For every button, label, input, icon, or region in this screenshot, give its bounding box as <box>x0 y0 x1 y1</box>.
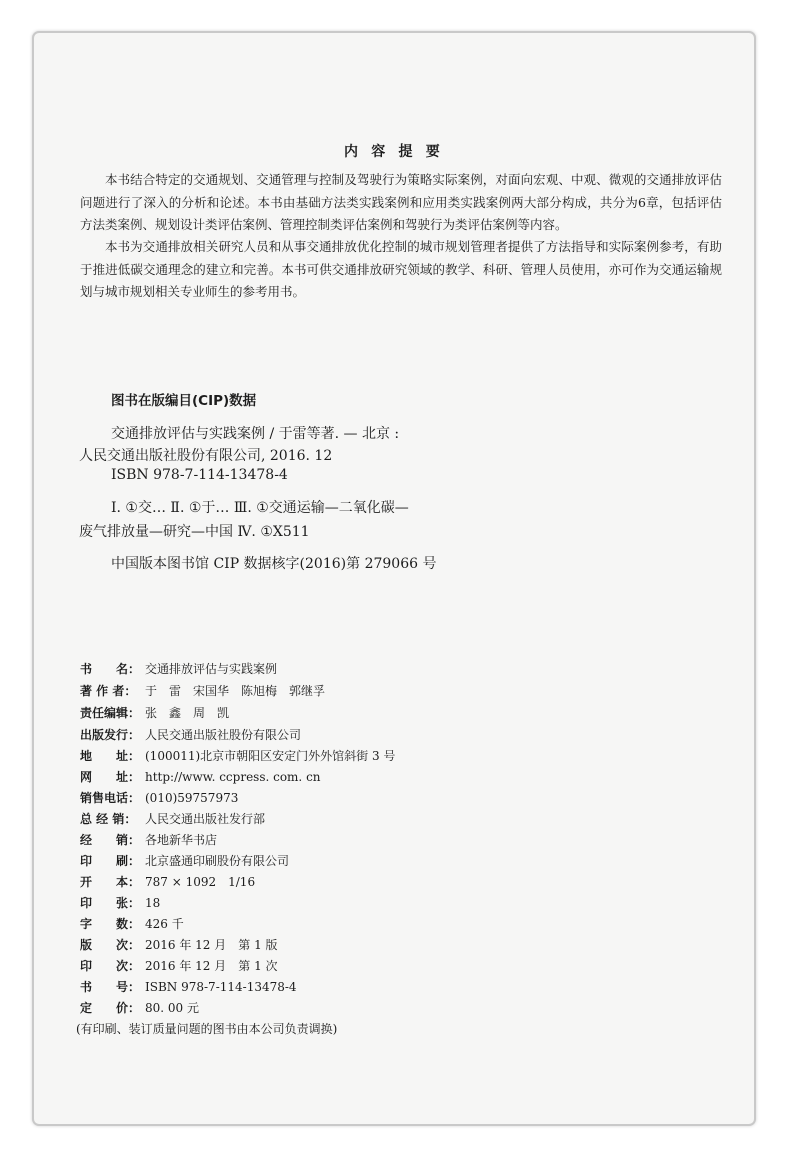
cip-record-number: 中国版本图书馆 CIP 数据核字(2016)第 279066 号 <box>111 556 437 572</box>
pub-value: (010)59757973 <box>145 791 239 805</box>
summary-paragraph-1: 本书结合特定的交通规划、交通管理与控制及驾驶行为策略实际案例，对面向宏观、中观、微观的交通排放评估问题进行了深入的分析和论述。本书由基础方法类实践案例和应用类实践案例两大部分构成，共分为6章，包括评估方法类案例、规划设计类评估案例、管理控制类评估案例和驾驶行为类评估案例等内容。 <box>80 172 722 232</box>
pub-label: 印 刷： <box>80 854 141 868</box>
pub-row-editor <box>80 704 229 721</box>
pub-value: (100011)北京市朝阳区安定门外外馆斜街 3 号 <box>145 749 396 763</box>
pub-value: 张 鑫 周 凯 <box>145 706 230 720</box>
pub-label: 销售电话： <box>80 791 141 805</box>
pub-row-isbn <box>80 978 297 995</box>
pub-label: 总 经 销： <box>80 812 137 826</box>
pub-value: 于 雷 宋国华 陈旭梅 郭继孚 <box>145 684 326 698</box>
pub-value: 18 <box>145 896 161 910</box>
pub-row-publisher <box>80 726 301 743</box>
pub-row-distributor <box>80 810 265 827</box>
pub-row-impression <box>80 957 278 974</box>
pub-row-edition <box>80 936 278 953</box>
pub-value: 各地新华书店 <box>145 833 218 847</box>
pub-value: 426 千 <box>145 917 184 931</box>
pub-label: 印 次： <box>80 959 141 973</box>
pub-row-address <box>80 747 395 764</box>
pub-row-price <box>80 999 199 1016</box>
pub-label: 书 号： <box>80 980 141 994</box>
pub-label: 字 数： <box>80 917 141 931</box>
pub-label: 印 张： <box>80 896 141 910</box>
pub-label: 开 本： <box>80 875 141 889</box>
pub-value: 2016 年 12 月 第 1 版 <box>145 938 278 952</box>
pub-row-phone <box>80 789 238 806</box>
pub-row-printer <box>80 852 289 869</box>
pub-label: 著 作 者： <box>80 684 137 698</box>
pub-label: 版 次： <box>80 938 141 952</box>
quality-note: (有印刷、装订质量问题的图书由本公司负责调换) <box>76 1022 338 1036</box>
pub-value: 人民交通出版社发行部 <box>145 812 266 826</box>
summary-heading: 内 容 提 要 <box>343 144 445 160</box>
pub-row-format <box>80 873 255 890</box>
pub-value: ISBN 978-7-114-13478-4 <box>145 980 297 994</box>
pub-value: 人民交通出版社股份有限公司 <box>145 728 302 742</box>
pub-label: 定 价： <box>80 1001 141 1015</box>
pub-row-website <box>80 768 321 785</box>
summary-paragraph-2: 本书为交通排放相关研究人员和从事交通排放优化控制的城市规划管理者提供了方法指导和实际案例参考，有助于推进低碳交通理念的建立和完善。本书可供交通排放研究领域的教学、科研、管理人员使用，亦可作为交通运输规划与城市规划相关专业师生的参考用书。 <box>80 239 722 299</box>
cip-title: 图书在版编目(CIP)数据 <box>111 393 257 409</box>
pub-label: 地 址： <box>80 749 141 763</box>
pub-label: 出版发行： <box>80 728 141 742</box>
pub-row-sheets <box>80 894 160 911</box>
pub-label: 经 销： <box>80 833 141 847</box>
cip-publisher-line: 人民交通出版社股份有限公司, 2016. 12 <box>79 448 333 464</box>
pub-row-title <box>80 660 277 677</box>
pub-value: 787 × 1092 1/16 <box>145 875 256 889</box>
pub-value: 交通排放评估与实践案例 <box>145 662 278 676</box>
cip-title-line: 交通排放评估与实践案例 / 于雷等著. — 北京 : <box>111 426 400 442</box>
pub-label: 责任编辑： <box>80 706 141 720</box>
pub-value: 北京盛通印刷股份有限公司 <box>145 854 290 868</box>
pub-value: 2016 年 12 月 第 1 次 <box>145 959 278 973</box>
pub-value: http://www. ccpress. com. cn <box>145 770 321 784</box>
cip-classification-line-1: Ⅰ. ①交… Ⅱ. ①于… Ⅲ. ①交通运输—二氧化碳— <box>111 500 409 516</box>
book-copyright-page <box>32 31 756 1126</box>
pub-row-seller <box>80 831 217 848</box>
cip-classification-line-2: 废气排放量—研究—中国 Ⅳ. ①X511 <box>79 524 310 540</box>
cip-isbn-line: ISBN 978-7-114-13478-4 <box>111 467 288 483</box>
pub-value: 80. 00 元 <box>145 1001 199 1015</box>
pub-label: 网 址： <box>80 770 141 784</box>
pub-label: 书 名： <box>80 662 141 676</box>
pub-row-word-count <box>80 915 184 932</box>
pub-row-author <box>80 682 325 699</box>
